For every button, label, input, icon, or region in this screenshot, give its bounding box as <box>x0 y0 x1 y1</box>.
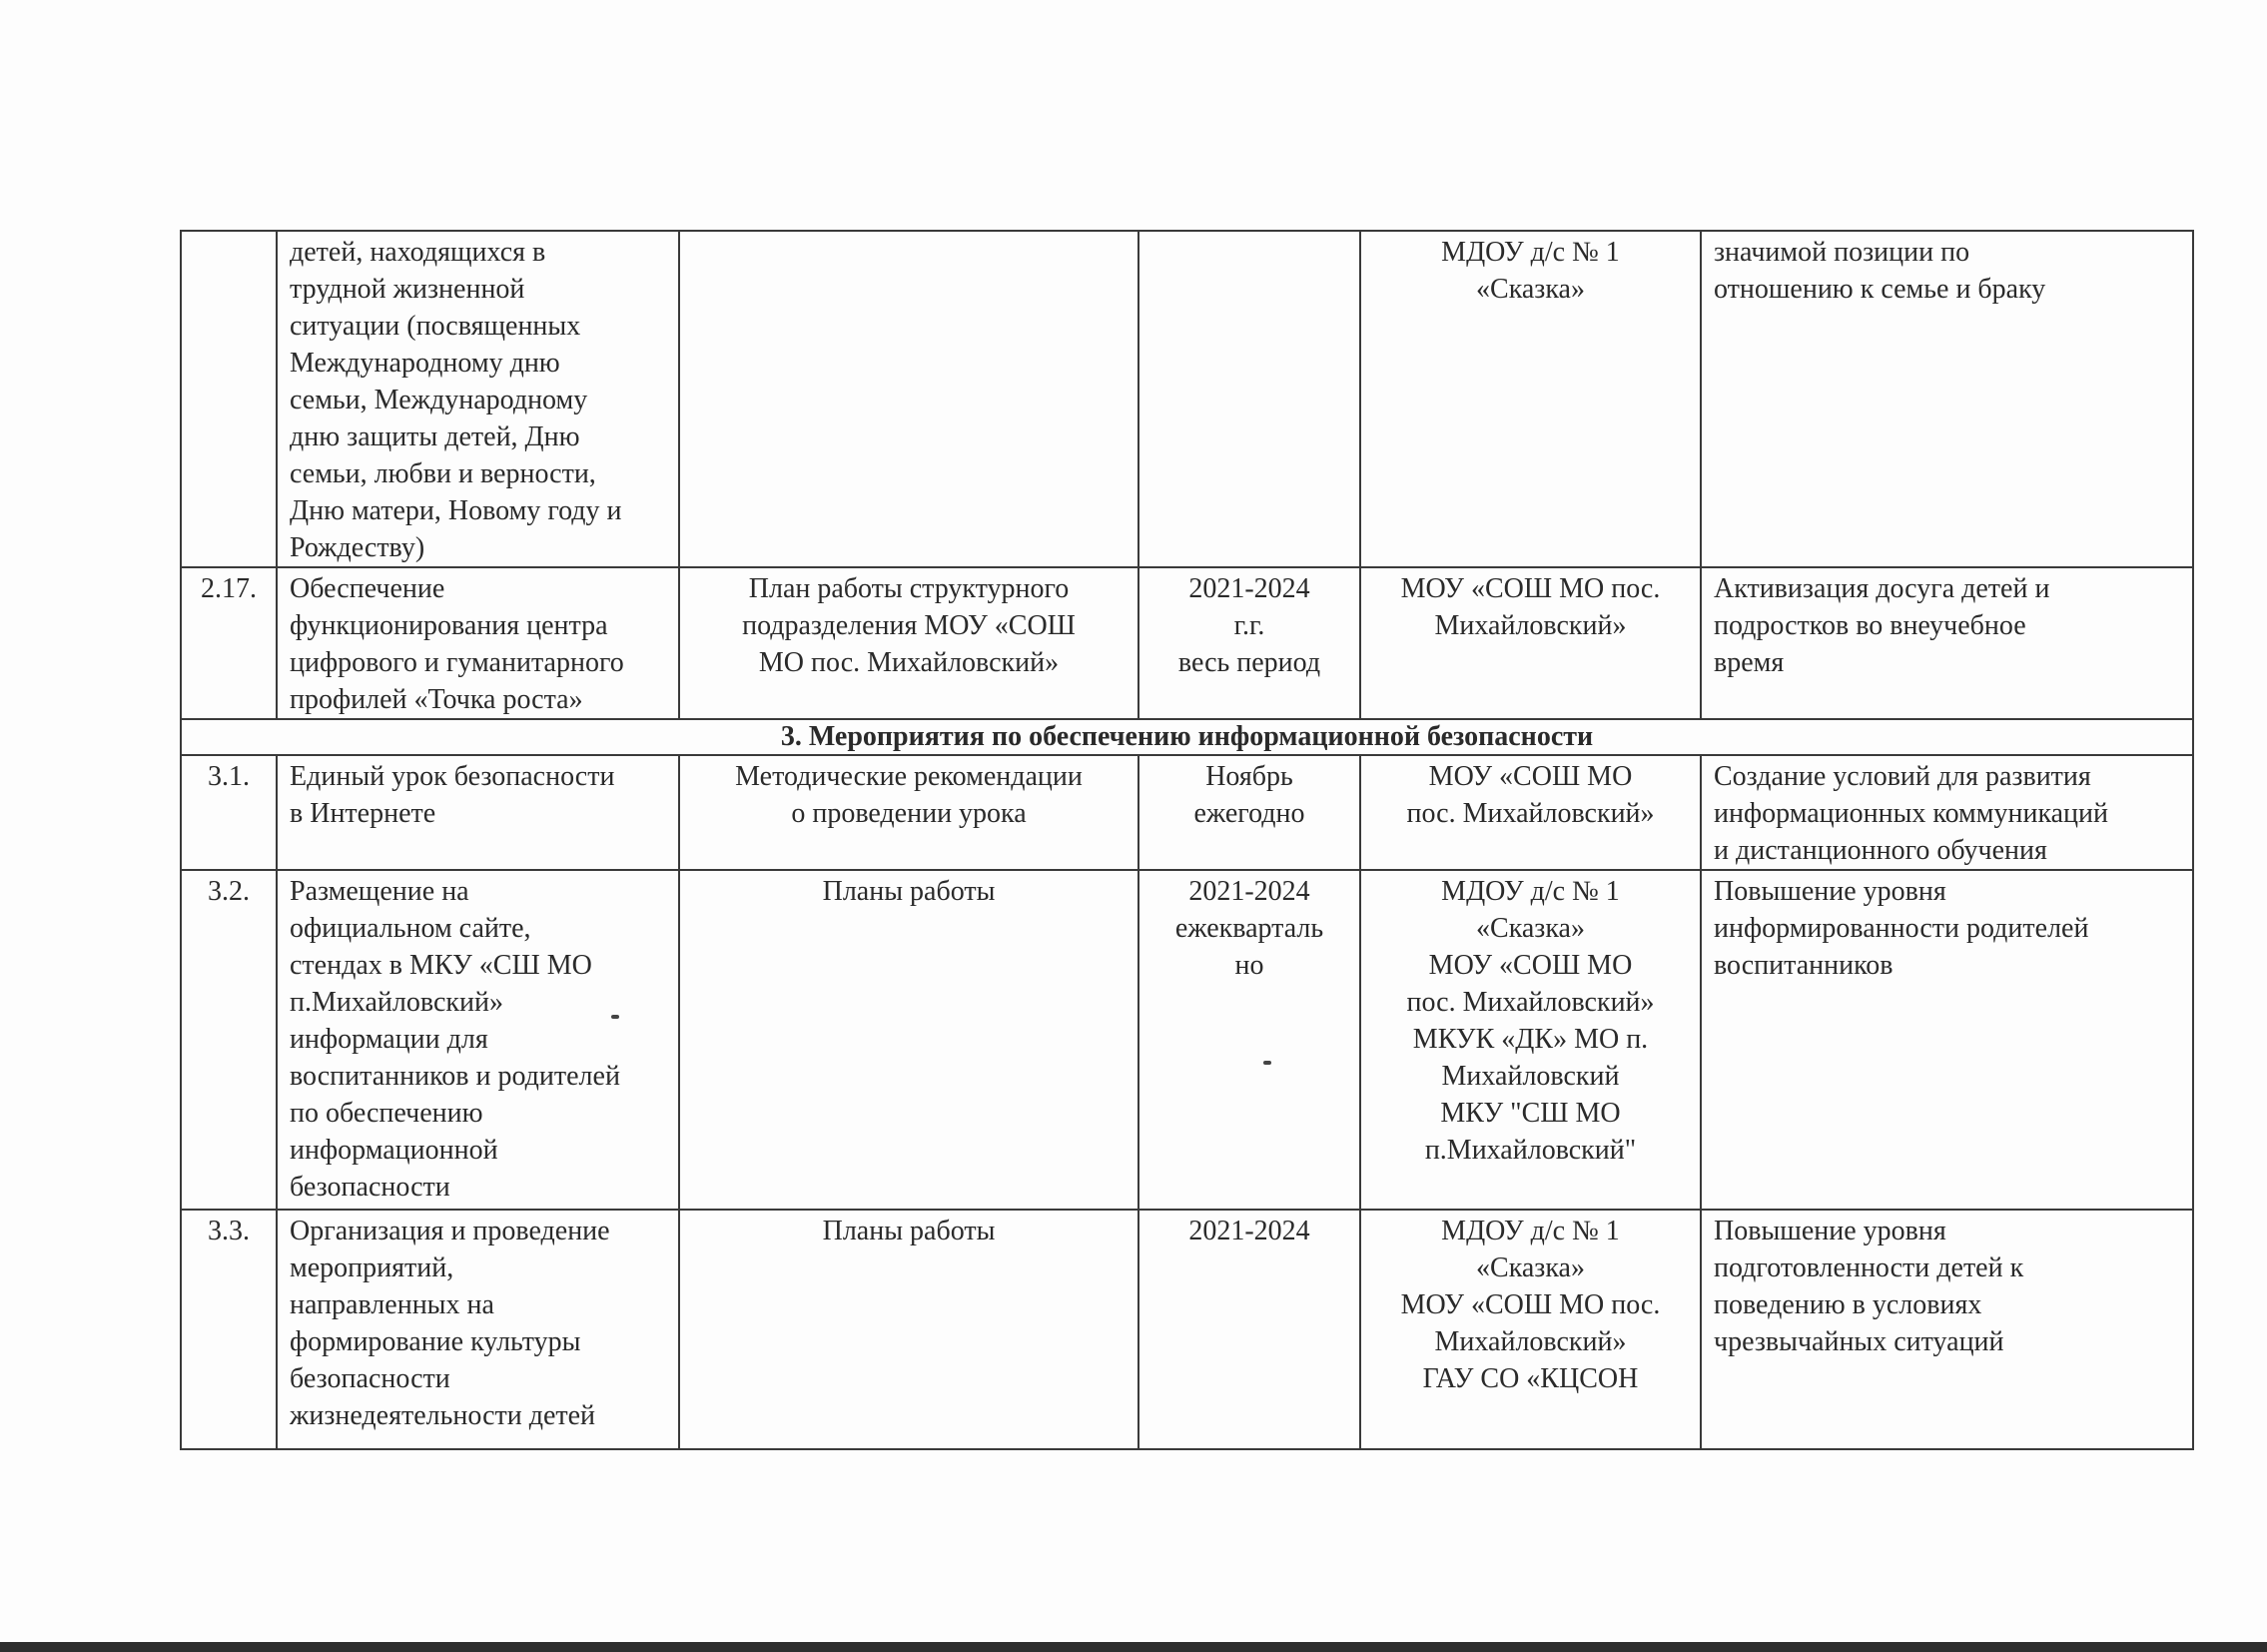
table-row-3-3 <box>181 1210 2193 1449</box>
row-number-cell: 3.1. <box>181 755 277 870</box>
basis-document-cell: Планы работы <box>679 1210 1138 1449</box>
section-title: 3. Мероприятия по обеспечению информационной безопасности <box>181 719 2193 755</box>
term-cell: 2021-2024 ежекварталь но <box>1138 870 1360 1210</box>
expected-result-cell: Повышение уровня информированности родителей воспитанников <box>1701 870 2193 1210</box>
table-row-3-2 <box>181 870 2193 1210</box>
action-plan-table <box>180 230 2194 1450</box>
basis-document-cell: Методические рекомендации о проведении урока <box>679 755 1138 870</box>
table-row-continued <box>181 231 2193 567</box>
scan-speck <box>1263 1061 1271 1065</box>
table-row-3-1 <box>181 755 2193 870</box>
term-cell: 2021-2024 г.г. весь период <box>1138 567 1360 719</box>
term-cell: 2021-2024 <box>1138 1210 1360 1449</box>
row-number-cell: 3.3. <box>181 1210 277 1449</box>
event-name-cell: Размещение на официальном сайте, стендах в МКУ «СШ МО п.Михайловский» информации для воспитанников и родителей по обеспечению информационной безопасности <box>277 870 679 1210</box>
basis-document-cell: Планы работы <box>679 870 1138 1210</box>
executor-cell: МОУ «СОШ МО пос. Михайловский» <box>1360 567 1701 719</box>
event-name-cell: Организация и проведение мероприятий, направленных на формирование культуры безопасности жизнедеятельности детей <box>277 1210 679 1449</box>
section-heading-row <box>181 719 2193 755</box>
executor-cell: МОУ «СОШ МО пос. Михайловский» <box>1360 755 1701 870</box>
row-number-cell: 3.2. <box>181 870 277 1210</box>
term-cell: Ноябрь ежегодно <box>1138 755 1360 870</box>
executor-cell: МДОУ д/с № 1 «Сказка» <box>1360 231 1701 567</box>
executor-cell: МДОУ д/с № 1 «Сказка» МОУ «СОШ МО пос. Михайловский» МКУК «ДК» МО п. Михайловский МКУ "СШ МО п.Михайловский" <box>1360 870 1701 1210</box>
row-number-cell <box>181 231 277 567</box>
scanner-edge-band <box>0 1642 2267 1652</box>
table-row-2-17 <box>181 567 2193 719</box>
expected-result-cell: Повышение уровня подготовленности детей к поведению в условиях чрезвычайных ситуаций <box>1701 1210 2193 1449</box>
basis-document-cell: План работы структурного подразделения МОУ «СОШ МО пос. Михайловский» <box>679 567 1138 719</box>
event-name-cell: детей, находящихся в трудной жизненной ситуации (посвященных Международному дню семьи, Международному дню защиты детей, Дню семьи, любви и верности, Дню матери, Новому году и Рождеству) <box>277 231 679 567</box>
scan-speck <box>611 1015 619 1019</box>
expected-result-cell: Активизация досуга детей и подростков во внеучебное время <box>1701 567 2193 719</box>
term-cell <box>1138 231 1360 567</box>
event-name-cell: Единый урок безопасности в Интернете <box>277 755 679 870</box>
row-number-cell: 2.17. <box>181 567 277 719</box>
event-name-cell: Обеспечение функционирования центра цифрового и гуманитарного профилей «Точка роста» <box>277 567 679 719</box>
expected-result-cell: Создание условий для развития информационных коммуникаций и дистанционного обучения <box>1701 755 2193 870</box>
executor-cell: МДОУ д/с № 1 «Сказка» МОУ «СОШ МО пос. Михайловский» ГАУ СО «КЦСОН <box>1360 1210 1701 1449</box>
expected-result-cell: значимой позиции по отношению к семье и браку <box>1701 231 2193 567</box>
basis-document-cell <box>679 231 1138 567</box>
